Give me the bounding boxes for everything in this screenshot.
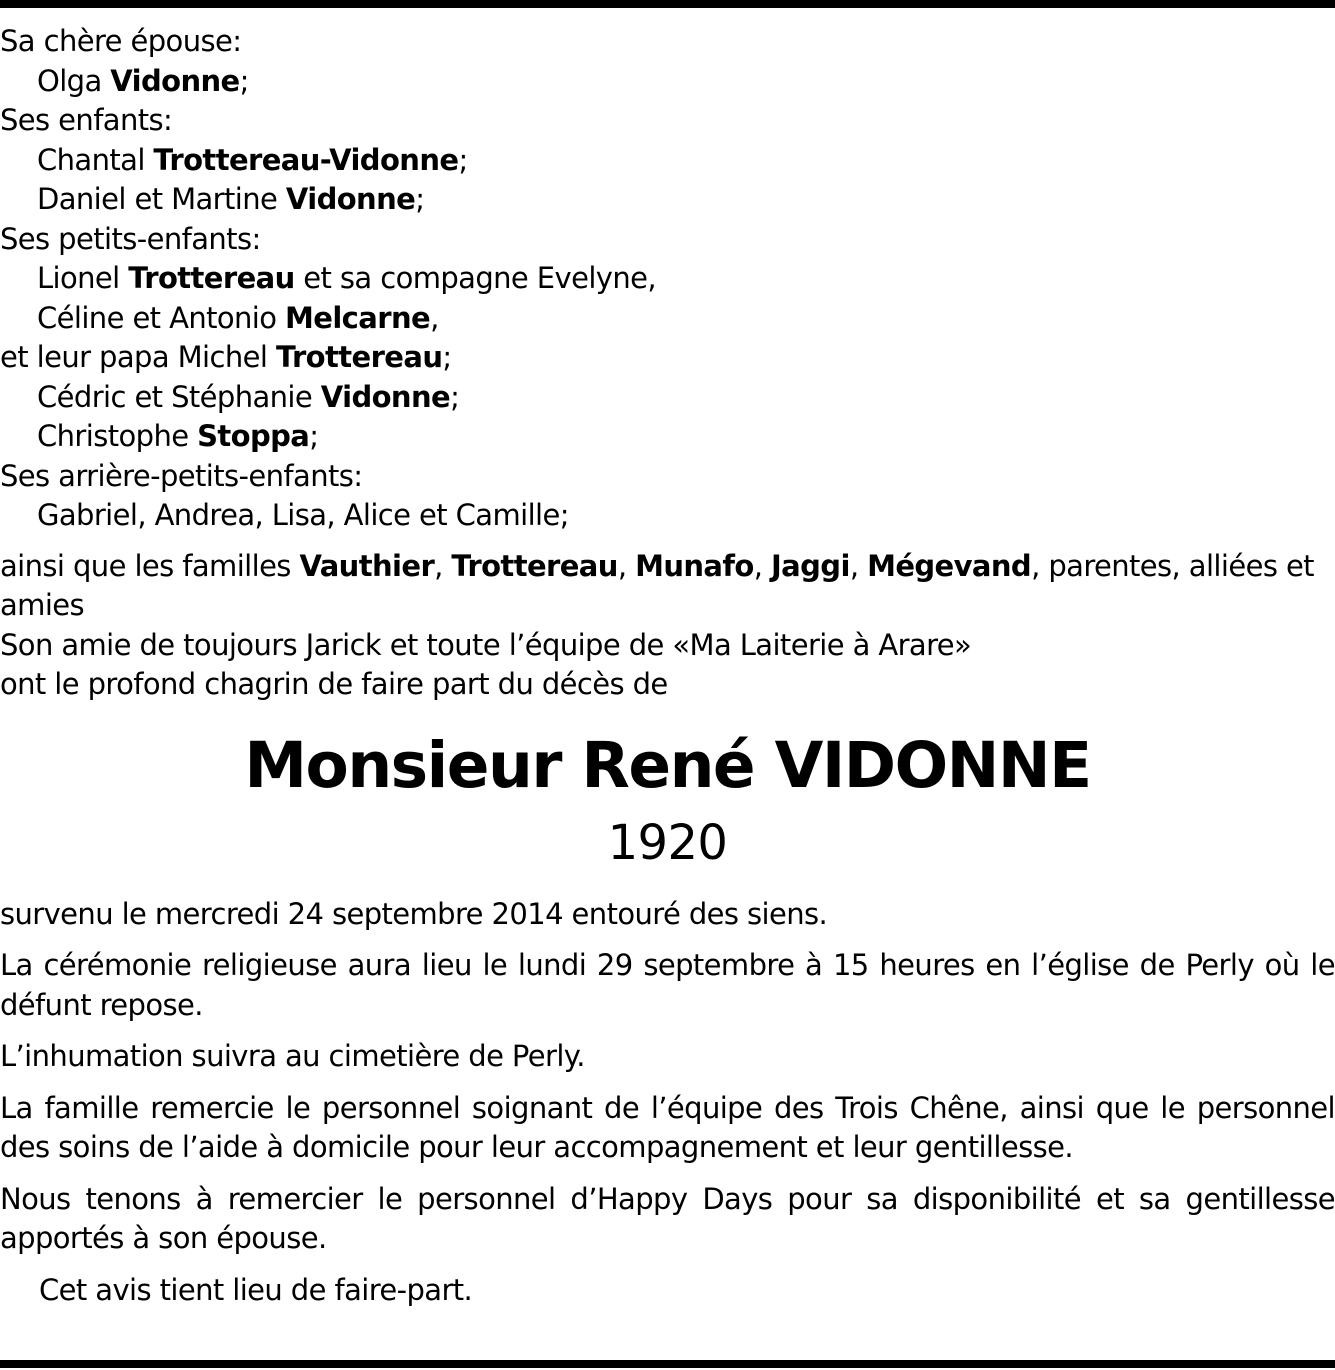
great-grandchildren-entry: Gabriel, Andrea, Lisa, Alice et Camille; <box>37 498 569 532</box>
bottom-rule <box>0 1360 1335 1368</box>
wife-label: Sa chère épouse: <box>0 24 242 58</box>
family-name: Jaggi <box>770 548 850 583</box>
surname: Vidonne <box>110 63 240 98</box>
thanks-paragraph: La famille remercie le personnel soignant de l’équipe des Trois Chêne, ainsi que le personnel des soins de l’aide à domicile pour leur accompagnement et leur gentillesse. <box>0 1090 1335 1164</box>
top-rule <box>0 0 1335 8</box>
grandchild-entry: Christophe Stoppa; <box>37 419 319 453</box>
deceased-name: Monsieur René VIDONNE <box>244 728 1091 802</box>
ceremony-paragraph: La cérémonie religieuse aura lieu le lundi 29 septembre à 15 heures en l’église de Perly où le défunt repose. <box>0 948 1335 1022</box>
grandchild-entry: Céline et Antonio Melcarne, <box>37 300 439 335</box>
closing-line: Cet avis tient lieu de faire-part. <box>39 1272 473 1307</box>
child-entry: Chantal Trottereau-Vidonne; <box>37 142 468 177</box>
thanks-paragraph: Nous tenons à remercier le personnel d’Happy Days pour sa disponibilité et sa gentillesse apportés à son épouse. <box>0 1181 1335 1255</box>
surname: Stoppa <box>197 419 310 453</box>
wife-entry: Olga Vidonne; <box>37 63 249 98</box>
death-date-line: survenu le mercredi 24 septembre 2014 entouré des siens. <box>0 896 828 931</box>
burial-line: L’inhumation suivra au cimetière de Perly. <box>0 1039 585 1073</box>
great-grandchildren-label: Ses arrière-petits-enfants: <box>0 458 363 493</box>
family-name: Mégevand <box>867 548 1032 583</box>
surname: Vidonne <box>285 182 416 216</box>
obituary-notice <box>0 22 1335 1310</box>
surname: Vidonne <box>320 379 451 414</box>
family-name: Trottereau <box>451 548 618 583</box>
grandchild-entry: Cédric et Stéphanie Vidonne; <box>37 379 460 414</box>
grandchildren-label: Ses petits-enfants: <box>0 221 261 256</box>
grandchild-father-entry: et leur papa Michel Trottereau; <box>0 340 452 374</box>
grandchild-entry: Lionel Trottereau et sa compagne Evelyne, <box>37 261 656 295</box>
surname: Trottereau <box>128 261 295 295</box>
surname: Melcarne <box>285 300 431 335</box>
announce-line: ont le profond chagrin de faire part du décès de <box>0 667 668 701</box>
children-label: Ses enfants: <box>0 103 173 137</box>
child-entry: Daniel et Martine Vidonne; <box>37 182 425 216</box>
surname: Trottereau <box>275 340 443 374</box>
families-paragraph: ainsi que les familles Vauthier, Trottereau, Munafo, Jaggi, Mégevand, parentes, alliées et amies <box>0 548 1314 622</box>
birth-year: 1920 <box>607 814 728 871</box>
family-name: Munafo <box>635 548 754 583</box>
family-name: Vauthier <box>299 548 435 583</box>
friend-line: Son amie de toujours Jarick et toute l’équipe de «Ma Laiterie à Arare» <box>0 627 972 662</box>
surname: Trottereau-Vidonne <box>153 142 459 177</box>
